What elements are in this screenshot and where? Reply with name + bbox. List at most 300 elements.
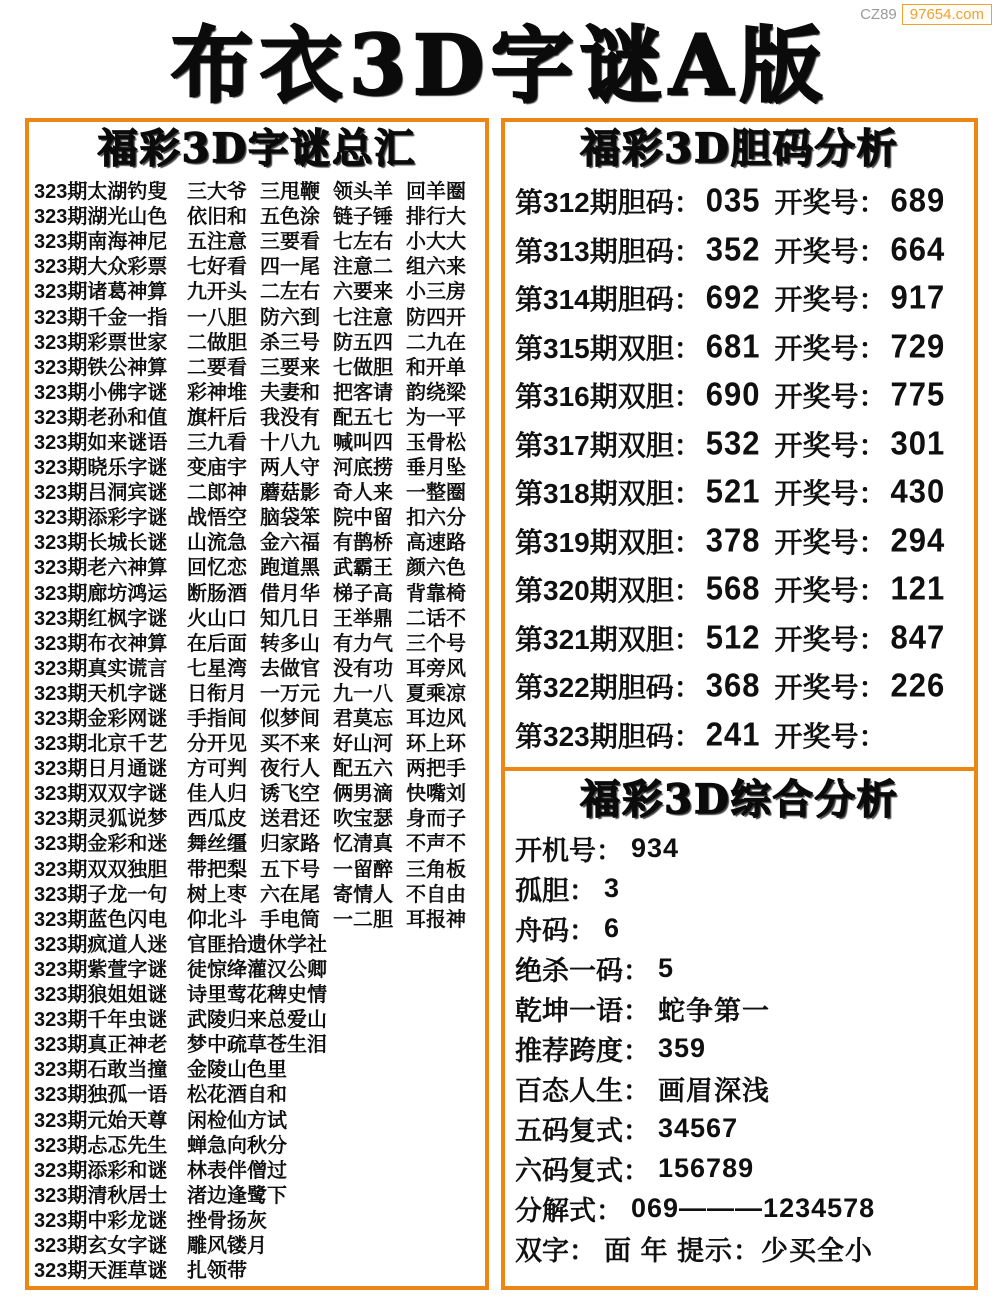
riddle-source-label: 323期双双独胆 <box>34 858 168 881</box>
draw-number-label: 开奖号： <box>774 623 887 655</box>
riddle-source-label: 323期长城长谜 <box>34 532 168 555</box>
riddle-word: 三大爷 <box>187 181 247 204</box>
riddle-source-label: 323期太湖钓叟 <box>34 181 168 204</box>
riddle-source-label: 323期石敢当撞 <box>34 1059 168 1082</box>
page-title: 布衣3D字谜A版 <box>171 18 829 114</box>
composite-row <box>515 908 964 948</box>
riddle-source-label: 323期布衣神算 <box>34 632 168 655</box>
riddle-word: 颜六色 <box>406 557 466 580</box>
riddle-word: 排行大 <box>406 206 466 229</box>
riddle-word: 蝉急向秋分 <box>187 1134 287 1157</box>
riddle-word: 二要看 <box>187 356 247 379</box>
riddle-source-label: 323期老孙和值 <box>34 406 168 429</box>
riddle-source-label: 323期老六神算 <box>34 557 168 580</box>
danma-period-label: 第318期双胆： <box>515 478 702 510</box>
riddle-word: 分开见 <box>187 733 247 756</box>
riddle-word: 仰北斗 <box>187 908 247 931</box>
danma-row <box>515 323 964 372</box>
riddle-word: 断肠酒 <box>187 582 247 605</box>
composite-row <box>515 828 964 868</box>
riddle-word: 环上环 <box>406 733 466 756</box>
composite-value: 面 年 提示：少买全小 <box>604 1235 874 1266</box>
riddle-row <box>34 704 480 729</box>
riddle-word: 徒惊绛灌汉公卿 <box>187 958 327 981</box>
danma-period-label: 第317期双胆： <box>515 429 702 461</box>
riddle-word: 挫骨扬灰 <box>187 1209 267 1232</box>
riddle-word: 垂月坠 <box>406 457 466 480</box>
danma-period-label: 第323期胆码： <box>515 720 702 752</box>
riddle-source-label: 323期金彩网谜 <box>34 708 168 731</box>
riddle-word: 松花酒自和 <box>187 1084 287 1107</box>
composite-value: 34567 <box>658 1112 739 1143</box>
riddle-word: 五下号 <box>260 858 320 881</box>
riddle-row <box>34 729 480 754</box>
riddle-word: 夏乘凉 <box>406 682 466 705</box>
riddle-word: 杀三号 <box>260 331 320 354</box>
riddle-word: 归家路 <box>260 833 320 856</box>
riddle-word: 闲检仙方试 <box>187 1109 287 1132</box>
composite-label: 舟码： <box>515 915 596 946</box>
riddle-panel-title: 福彩3D字谜总汇 <box>97 125 417 172</box>
danma-row <box>515 662 964 711</box>
draw-number-value: 775 <box>890 375 946 414</box>
riddle-source-label: 323期千年虫谜 <box>34 1009 168 1032</box>
danma-period-label: 第320期双胆： <box>515 575 702 607</box>
riddle-row <box>34 1181 480 1206</box>
analysis-column <box>501 118 978 1290</box>
composite-row <box>515 948 964 988</box>
riddle-source-label: 323期子龙一句 <box>34 883 168 906</box>
riddle-row <box>34 277 480 302</box>
riddle-word: 河底捞 <box>333 457 393 480</box>
riddle-word: 夜行人 <box>260 758 320 781</box>
riddle-row <box>34 955 480 980</box>
riddle-word: 扎领带 <box>187 1260 247 1283</box>
riddle-word: 领头羊 <box>333 181 393 204</box>
riddle-word: 蘑菇影 <box>260 482 320 505</box>
danma-analysis-panel <box>505 122 974 771</box>
riddle-word: 身而子 <box>406 808 466 831</box>
riddle-word: 二九在 <box>406 331 466 354</box>
riddle-row <box>34 302 480 327</box>
riddle-word: 跑道黑 <box>260 557 320 580</box>
riddle-row <box>34 980 480 1005</box>
riddle-word: 一万元 <box>260 682 320 705</box>
riddle-source-label: 323期真实谎言 <box>34 657 168 680</box>
riddle-word: 七左右 <box>333 231 393 254</box>
composite-label: 推荐跨度： <box>515 1035 650 1066</box>
riddle-word: 四一尾 <box>260 256 320 279</box>
riddle-word: 脑袋笨 <box>260 507 320 530</box>
draw-number-label: 开奖号： <box>774 575 887 607</box>
composite-label: 绝杀一码： <box>515 955 650 986</box>
riddle-source-label: 323期灵狐说梦 <box>34 808 168 831</box>
riddle-word: 小大大 <box>406 231 466 254</box>
riddle-row <box>34 453 480 478</box>
riddle-word: 回羊圈 <box>406 181 466 204</box>
content-columns <box>25 118 978 1290</box>
riddle-words <box>187 1254 247 1283</box>
riddle-source-label: 323期湖光山色 <box>34 206 168 229</box>
riddle-word: 韵绕梁 <box>406 381 466 404</box>
riddle-word: 有鹊桥 <box>333 532 393 555</box>
composite-row <box>515 1028 964 1068</box>
riddle-word: 院中留 <box>333 507 393 530</box>
draw-number-value: 121 <box>890 569 946 608</box>
danma-row <box>515 711 964 760</box>
riddle-word: 转多山 <box>260 632 320 655</box>
riddle-summary-panel <box>25 118 489 1290</box>
riddle-source-label: 323期廊坊鸿运 <box>34 582 168 605</box>
riddle-word: 高速路 <box>406 532 466 555</box>
riddle-word: 五色涂 <box>260 206 320 229</box>
riddle-word: 组六来 <box>406 256 466 279</box>
riddle-word: 买不来 <box>260 733 320 756</box>
draw-number-value: 430 <box>890 472 946 511</box>
riddle-word: 一留醉 <box>333 858 393 881</box>
riddle-word: 三甩鞭 <box>260 181 320 204</box>
riddle-row <box>34 478 480 503</box>
riddle-row <box>34 1005 480 1030</box>
riddle-source-label: 323期南海神尼 <box>34 231 168 254</box>
riddle-source-label: 323期添彩和谜 <box>34 1159 168 1182</box>
riddle-row <box>34 804 480 829</box>
composite-value: 画眉深浅 <box>658 1075 770 1106</box>
riddle-source-label: 323期千金一指 <box>34 306 168 329</box>
riddle-source-label: 323期小佛字谜 <box>34 381 168 404</box>
draw-number-label: 开奖号： <box>774 235 887 267</box>
riddle-row <box>34 378 480 403</box>
riddle-source-label: 323期大众彩票 <box>34 256 168 279</box>
riddle-source-label: 323期紫萱字谜 <box>34 958 168 981</box>
riddle-word: 诱飞空 <box>260 783 320 806</box>
riddle-word: 忆清真 <box>333 833 393 856</box>
riddle-word: 没有功 <box>333 657 393 680</box>
riddle-row <box>34 328 480 353</box>
riddle-source-label: 323期清秋居士 <box>34 1184 168 1207</box>
danma-row <box>515 226 964 275</box>
riddle-row <box>34 252 480 277</box>
danma-value: 512 <box>705 618 761 656</box>
riddle-word: 旗杆后 <box>187 406 247 429</box>
riddle-word: 舞丝缰 <box>187 833 247 856</box>
riddle-word: 去做官 <box>260 657 320 680</box>
riddle-row <box>34 1030 480 1055</box>
danma-period-label: 第313期胆码： <box>515 235 702 267</box>
riddle-row <box>34 930 480 955</box>
riddle-word: 带把梨 <box>187 858 247 881</box>
composite-row <box>515 1108 964 1148</box>
composite-value: 5 <box>658 952 675 983</box>
danma-value: 681 <box>705 327 761 365</box>
composite-label: 分解式： <box>515 1195 623 1226</box>
riddle-source-label: 323期晓乐字谜 <box>34 457 168 480</box>
riddle-word: 手电筒 <box>260 908 320 931</box>
danma-period-label: 第321期双胆： <box>515 623 702 655</box>
riddle-word: 链子锤 <box>333 206 393 229</box>
riddle-word: 为一平 <box>406 406 466 429</box>
composite-value: 6 <box>604 912 621 943</box>
riddle-row <box>34 829 480 854</box>
riddle-source-label: 323期蓝色闪电 <box>34 908 168 931</box>
riddle-word: 十八九 <box>260 431 320 454</box>
danma-row <box>515 614 964 663</box>
draw-number-label: 开奖号： <box>774 672 887 704</box>
danma-value: 690 <box>705 375 761 414</box>
riddle-word: 武霸王 <box>333 557 393 580</box>
composite-value: 359 <box>658 1032 707 1063</box>
riddle-word: 渚边逢鹭下 <box>187 1184 287 1207</box>
riddle-word: 似梦间 <box>260 708 320 731</box>
riddle-word: 二左右 <box>260 281 320 304</box>
riddle-word: 回忆恋 <box>187 557 247 580</box>
danma-value: 035 <box>705 181 761 220</box>
riddle-word: 方可判 <box>187 758 247 781</box>
site-badge <box>860 4 992 25</box>
riddle-word: 有力气 <box>333 632 393 655</box>
riddle-row <box>34 905 480 930</box>
riddle-word: 夫妻和 <box>260 381 320 404</box>
riddle-word: 玉骨松 <box>406 431 466 454</box>
riddle-source-label: 323期忐忑先生 <box>34 1134 168 1157</box>
draw-number-label: 开奖号： <box>774 526 887 558</box>
riddle-word: 梯子高 <box>333 582 393 605</box>
badge-url-link[interactable]: 97654.com <box>902 4 992 25</box>
riddle-row <box>34 629 480 654</box>
riddle-source-label: 323期添彩字谜 <box>34 507 168 530</box>
riddle-word: 好山河 <box>333 733 393 756</box>
badge-code: CZ89 <box>860 6 897 23</box>
riddle-row <box>34 654 480 679</box>
riddle-source-label: 323期铁公神算 <box>34 356 168 379</box>
riddle-word: 梦中疏草苍生泪 <box>187 1034 327 1057</box>
riddle-word: 诗里莺花稗史情 <box>187 984 327 1007</box>
riddle-word: 三要来 <box>260 356 320 379</box>
danma-value: 352 <box>705 230 761 268</box>
riddle-row <box>34 227 480 252</box>
riddle-word: 雕风镂月 <box>187 1234 267 1257</box>
composite-value: 934 <box>631 832 680 863</box>
riddle-source-label: 323期诸葛神算 <box>34 281 168 304</box>
draw-number-value: 226 <box>890 666 946 705</box>
riddle-word: 金陵山色里 <box>187 1059 287 1082</box>
riddle-row <box>34 855 480 880</box>
riddle-word: 一整圈 <box>406 482 466 505</box>
riddle-word: 六要来 <box>333 281 393 304</box>
riddle-word: 手指间 <box>187 708 247 731</box>
composite-row <box>515 868 964 908</box>
danma-row <box>515 371 964 420</box>
draw-number-value: 664 <box>890 230 946 268</box>
composite-label: 双字： <box>515 1235 596 1266</box>
riddle-word: 七注意 <box>333 306 393 329</box>
riddle-word: 火山口 <box>187 607 247 630</box>
danma-value: 532 <box>705 424 761 462</box>
composite-value: 3 <box>604 872 621 903</box>
danma-value: 568 <box>705 569 761 608</box>
riddle-word: 金六福 <box>260 532 320 555</box>
danma-value: 521 <box>705 472 761 511</box>
riddle-word: 变庙宇 <box>187 457 247 480</box>
draw-number-value: 917 <box>890 278 946 317</box>
draw-number-label: 开奖号： <box>774 720 887 752</box>
draw-number-value: 294 <box>890 521 946 559</box>
riddle-word: 两把手 <box>406 758 466 781</box>
riddle-row <box>34 1206 480 1231</box>
riddle-row <box>34 503 480 528</box>
danma-panel-title: 福彩3D胆码分析 <box>580 125 899 172</box>
composite-row <box>515 1148 964 1188</box>
riddle-row <box>34 177 480 202</box>
riddle-word: 不自由 <box>406 883 466 906</box>
riddle-word: 三要看 <box>260 231 320 254</box>
riddle-row <box>34 679 480 704</box>
riddle-source-label: 323期独孤一语 <box>34 1084 168 1107</box>
draw-number-label: 开奖号： <box>774 478 887 510</box>
composite-analysis-panel <box>505 771 974 1286</box>
riddle-word: 借月华 <box>260 582 320 605</box>
riddle-word: 耳旁风 <box>406 657 466 680</box>
danma-value: 241 <box>705 715 761 753</box>
danma-row <box>515 177 964 226</box>
riddle-word: 把客请 <box>333 381 393 404</box>
danma-value: 378 <box>705 521 761 559</box>
riddle-word: 三角板 <box>406 858 466 881</box>
riddle-word: 两人守 <box>260 457 320 480</box>
riddle-word: 耳报神 <box>406 908 466 931</box>
riddle-source-label: 323期红枫字谜 <box>34 607 168 630</box>
riddle-word: 九开头 <box>187 281 247 304</box>
riddle-word: 山流急 <box>187 532 247 555</box>
riddle-source-label: 323期真正神老 <box>34 1034 168 1057</box>
riddle-row <box>34 1231 480 1256</box>
riddle-row <box>34 1156 480 1181</box>
danma-value: 368 <box>705 666 761 705</box>
riddle-source-label: 323期疯道人迷 <box>34 933 168 956</box>
danma-period-label: 第319期双胆： <box>515 526 702 558</box>
riddle-source-label: 323期彩票世家 <box>34 331 168 354</box>
riddle-word: 日衔月 <box>187 682 247 705</box>
danma-period-label: 第314期胆码： <box>515 284 702 316</box>
riddle-word: 王举鼎 <box>333 607 393 630</box>
composite-label: 开机号： <box>515 835 623 866</box>
riddle-word: 五注意 <box>187 231 247 254</box>
composite-value: 069———1234578 <box>631 1192 876 1223</box>
riddle-source-label: 323期狼姐姐谜 <box>34 984 168 1007</box>
danma-row <box>515 565 964 614</box>
riddle-word: 俩男滴 <box>333 783 393 806</box>
riddle-row <box>34 1256 480 1281</box>
draw-number-label: 开奖号： <box>774 381 887 413</box>
riddle-source-label: 323期吕洞宾谜 <box>34 482 168 505</box>
riddle-row <box>34 1131 480 1156</box>
riddle-source-label: 323期如来谜语 <box>34 431 168 454</box>
draw-number-value: 689 <box>890 181 946 220</box>
composite-label: 百态人生： <box>515 1075 650 1106</box>
draw-number-label: 开奖号： <box>774 187 887 219</box>
riddle-word: 依旧和 <box>187 206 247 229</box>
riddle-row <box>34 428 480 453</box>
riddle-word: 树上枣 <box>187 883 247 906</box>
danma-list <box>515 177 964 759</box>
riddle-row <box>34 528 480 553</box>
riddle-source-label: 323期金彩和迷 <box>34 833 168 856</box>
composite-row <box>515 1188 964 1228</box>
riddle-word: 防五四 <box>333 331 393 354</box>
composite-row <box>515 988 964 1028</box>
riddle-word: 配五七 <box>333 406 393 429</box>
riddle-word: 二话不 <box>406 607 466 630</box>
composite-label: 五码复式： <box>515 1115 650 1146</box>
riddle-word: 武陵归来总爱山 <box>187 1009 327 1032</box>
riddle-word: 七星湾 <box>187 657 247 680</box>
riddle-word: 佳人归 <box>187 783 247 806</box>
riddle-word: 二做胆 <box>187 331 247 354</box>
draw-number-label: 开奖号： <box>774 332 887 364</box>
riddle-word: 三九看 <box>187 431 247 454</box>
composite-panel-title: 福彩3D综合分析 <box>580 776 899 823</box>
draw-number-value: 847 <box>890 618 946 656</box>
danma-row <box>515 274 964 323</box>
riddle-word: 六在尾 <box>260 883 320 906</box>
riddle-word: 不声不 <box>406 833 466 856</box>
riddle-source-label: 323期中彩龙谜 <box>34 1209 168 1232</box>
riddle-source-label: 323期天涯草谜 <box>34 1260 168 1283</box>
draw-number-value: 301 <box>890 424 946 462</box>
riddle-word: 我没有 <box>260 406 320 429</box>
riddle-source-label: 323期玄女字谜 <box>34 1234 168 1257</box>
composite-list <box>515 828 964 1268</box>
riddle-row <box>34 604 480 629</box>
danma-row <box>515 468 964 517</box>
composite-value: 蛇争第一 <box>658 995 770 1026</box>
riddle-row <box>34 1105 480 1130</box>
draw-number-value: 729 <box>890 327 946 365</box>
danma-period-label: 第322期胆码： <box>515 672 702 704</box>
riddle-word: 扣六分 <box>406 507 466 530</box>
danma-value: 692 <box>705 278 761 317</box>
danma-period-label: 第315期双胆： <box>515 332 702 364</box>
riddle-row <box>34 880 480 905</box>
danma-row <box>515 517 964 566</box>
riddle-word: 背靠椅 <box>406 582 466 605</box>
riddle-word: 奇人来 <box>333 482 393 505</box>
riddle-word: 注意二 <box>333 256 393 279</box>
riddle-word: 防四开 <box>406 306 466 329</box>
riddle-source-label: 323期北京千艺 <box>34 733 168 756</box>
riddle-word: 和开单 <box>406 356 466 379</box>
riddle-word: 七好看 <box>187 256 247 279</box>
riddle-row <box>34 579 480 604</box>
composite-label: 乾坤一语： <box>515 995 650 1026</box>
riddle-row <box>34 202 480 227</box>
riddle-word: 知几日 <box>260 607 320 630</box>
riddle-word: 防六到 <box>260 306 320 329</box>
riddle-source-label: 323期天机字谜 <box>34 682 168 705</box>
riddle-row <box>34 1055 480 1080</box>
riddle-word: 在后面 <box>187 632 247 655</box>
riddle-word: 九一八 <box>333 682 393 705</box>
riddle-word: 喊叫四 <box>333 431 393 454</box>
riddle-word: 三个号 <box>406 632 466 655</box>
riddle-word: 七做胆 <box>333 356 393 379</box>
composite-row <box>515 1068 964 1108</box>
riddle-source-label: 323期双双字谜 <box>34 783 168 806</box>
riddle-word: 配五六 <box>333 758 393 781</box>
composite-label: 六码复式： <box>515 1155 650 1186</box>
composite-value: 156789 <box>658 1152 755 1183</box>
riddle-word: 二郎神 <box>187 482 247 505</box>
